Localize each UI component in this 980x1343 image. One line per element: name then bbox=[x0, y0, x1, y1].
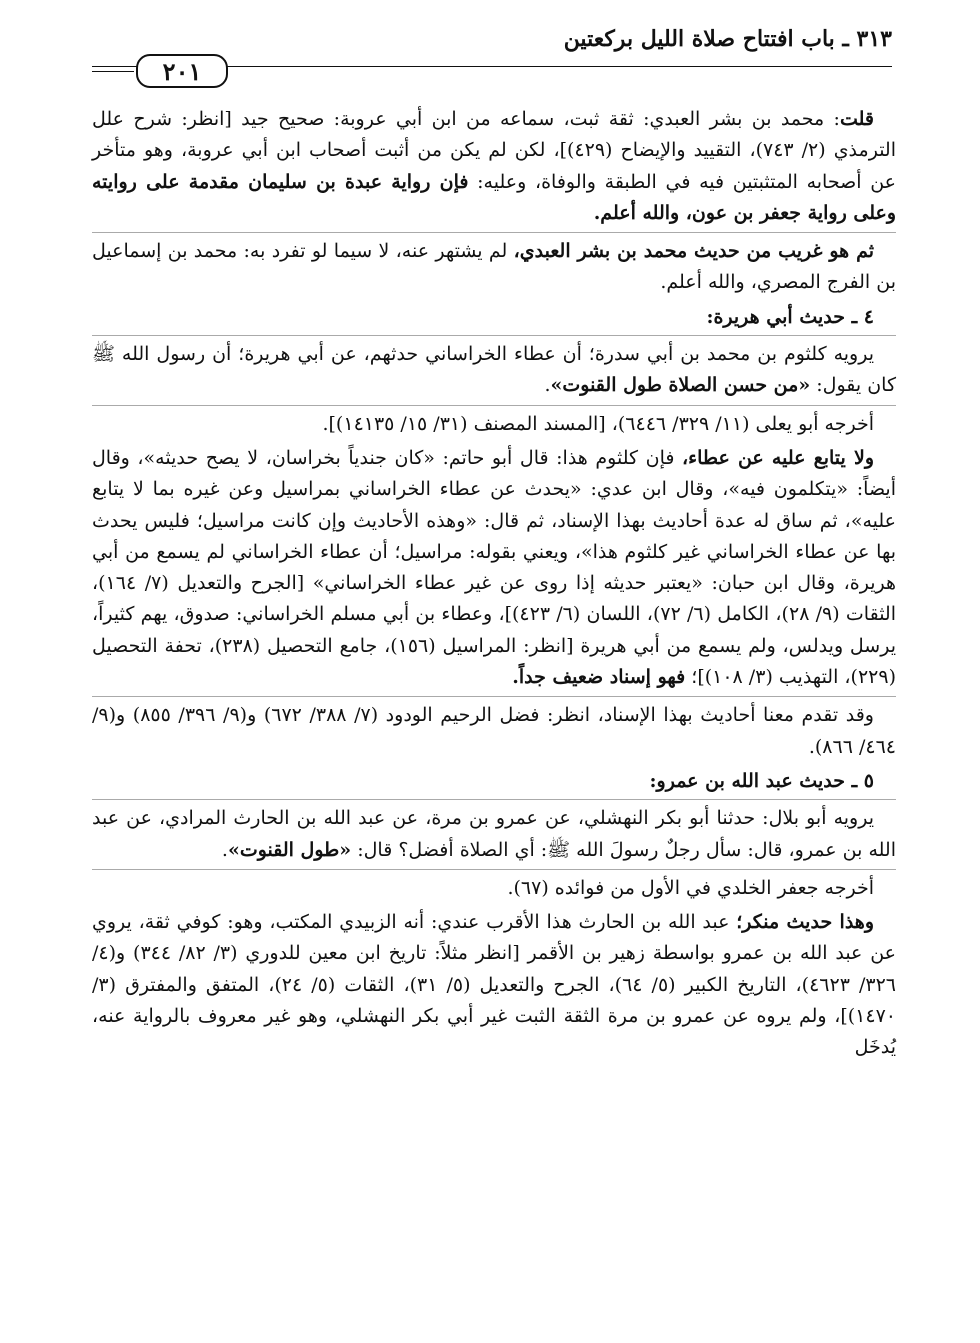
header-rule-double bbox=[92, 71, 134, 72]
divider bbox=[92, 232, 896, 233]
paragraph-6 bbox=[92, 700, 896, 763]
divider bbox=[92, 799, 896, 800]
paragraph-4 bbox=[92, 409, 896, 440]
paragraph-text: . bbox=[221, 838, 228, 861]
paragraph-9 bbox=[92, 907, 896, 1063]
bold-text: ثم هو غريب من حديث محمد بن بشر العبدي، bbox=[513, 240, 875, 263]
section-heading-4: ٤ ـ حديث أبي هريرة: bbox=[706, 305, 874, 328]
divider bbox=[92, 335, 896, 336]
paragraph-3 bbox=[92, 339, 896, 402]
page-number: ٢٠١ bbox=[136, 54, 228, 88]
paragraph-1 bbox=[92, 104, 896, 229]
paragraph-5 bbox=[92, 443, 896, 693]
paragraph-text: وقد تقدم معنا أحاديث بهذا الإسناد، انظر: فضل الرحيم الودود (٧/ ٣٨٨/ ٦٧٢) و(٩/ ٣٩٦/ ٨٥٥) و(٩/ ٤٦٤/ ٨٦٦). bbox=[92, 704, 896, 758]
divider bbox=[92, 869, 896, 870]
paragraph-text: عبد الله بن الحارث هذا الأقرب عندي: أنه الزبيدي المكتب، وهو: كوفي ثقة، يروي عن عبد الله بن عمرو بواسطة زهير بن الأقمر [انظر مثلاً: تاريخ ابن معين للدوري (٣/ ٨٢/ ٣٤٤) و(٤/ ٣٢٦/ ٤٦٢٣)، التاريخ الكبير (٥/ ٦٤)، الجرح والتعديل (٥/ ٣١)، الثقات (٥/ ٢٤)، المتفق والمفترق (٣/ ١٤٧٠)]، ولم يروه عن عمرو بن مرة الثقة الثبت غير أبي بكر النهشلي، وهو غير معروف بالرواية عنه، يُدخَل bbox=[92, 911, 896, 1059]
paragraph-8 bbox=[92, 873, 896, 904]
bold-text: «من حسن الصلاة طول القنوت» bbox=[550, 374, 811, 397]
bold-text: قلت bbox=[839, 108, 874, 130]
running-title: ٣١٣ ـ باب افتتاح صلاة الليل بركعتين bbox=[563, 26, 892, 52]
paragraph-text: يرويه كلثوم بن محمد بن أبي سدرة؛ أن عطاء الخراساني حدثهم، عن أبي هريرة؛ أن رسول الله ﷺ كان يقول: bbox=[92, 343, 896, 397]
page-header bbox=[92, 26, 892, 86]
paragraph-7 bbox=[92, 803, 896, 866]
paragraph-text: أخرجه جعفر الخلدي في الأول من فوائده (٦٧). bbox=[507, 876, 874, 899]
bold-text: وهذا حديث منكر؛ bbox=[736, 911, 875, 934]
bold-text: ولا يتابع عليه عن عطاء، bbox=[682, 446, 874, 469]
page-body bbox=[92, 104, 896, 1067]
bold-text: «طول القنوت» bbox=[227, 838, 352, 861]
divider bbox=[92, 405, 896, 406]
paragraph-text: : محمد بن بشر العبدي: ثقة ثبت، سماعه من ابن أبي عروبة: صحيح جيد [انظر: شرح علل الترمذي (٢/ ٧٤٣)، التقييد والإيضاح (٤٢٩)]، لكن لم يكن من أثبت أصحاب ابن أبي عروبة، وهو متأخر عن أصحابه المتثبتين فيه في الطبقة والوفاة، وعليه: bbox=[92, 108, 896, 193]
section-heading-5: ٥ ـ حديث عبد الله بن عمرو: bbox=[649, 769, 874, 792]
paragraph-text: فإن كلثوم هذا: قال أبو حاتم: «كان جندياً بخراسان، لا يصح حديثه»، وقال أيضاً: «يتكلمون فيه»، وقال ابن عدي: «يحدث عن عطاء الخراساني بمراسيل وعن غيره بما لا يتابع عليه»، ثم ساق له عدة أحاديث بهذا الإسناد، ثم قال: «وهذه الأحاديث وإن كانت مراسيل؛ فليس يحدث بها عن عطاء الخراساني غير كلثوم هذا»، ويعني بقوله: مراسيل؛ أن عطاء الخراساني لم يسمع من أبي هريرة، وقال ابن حبان: «يعتبر حديثه إذا روى عن غير عطاء الخراساني» [الجرح والتعديل (٧/ ١٦٤)، الثقات (٩/ ٢٨)، الكامل (٦/ ٧٢)، اللسان (٦/ ٤٢٣)]، وعطاء بن أبي مسلم الخراساني: صدوق، يهم كثيراً، يرسل ويدلس، ولم يسمع من أبي هريرة [انظر: المراسيل (١٥٦)، جامع التحصيل (٢٣٨)، تحفة التحصيل (٢٢٩)، التهذيب (٣/ ١٠٨)]؛ bbox=[92, 446, 896, 689]
paragraph-2 bbox=[92, 236, 896, 299]
paragraph-text: لم يشتهر عنه، لا سيما لو تفرد به: محمد بن إسماعيل بن الفرج المصري، والله أعلم. bbox=[92, 240, 896, 294]
paragraph-text: يرويه أبو بلال: حدثنا أبو بكر النهشلي، عن عمرو بن مرة، عن عبد الله بن الحارث المرادي، عن عبد الله بن عمرو، قال: سأل رجلٌ رسولَ الله ﷺ: أي الصلاة أفضل؟ قال: bbox=[92, 807, 896, 861]
bold-text: فهو إسناد ضعيف جداً. bbox=[512, 666, 686, 689]
divider bbox=[92, 696, 896, 697]
paragraph-text: أخرجه أبو يعلى (١١/ ٣٢٩/ ٦٤٤٦)، [المسند المصنف (٣١/ ١٥/ ١٤١٣٥)]. bbox=[322, 412, 874, 435]
bold-text: فإن رواية عبدة بن سليمان مقدمة على روايته وعلى رواية جعفر بن عون، والله أعلم. bbox=[92, 170, 896, 224]
paragraph-text: . bbox=[544, 374, 551, 397]
